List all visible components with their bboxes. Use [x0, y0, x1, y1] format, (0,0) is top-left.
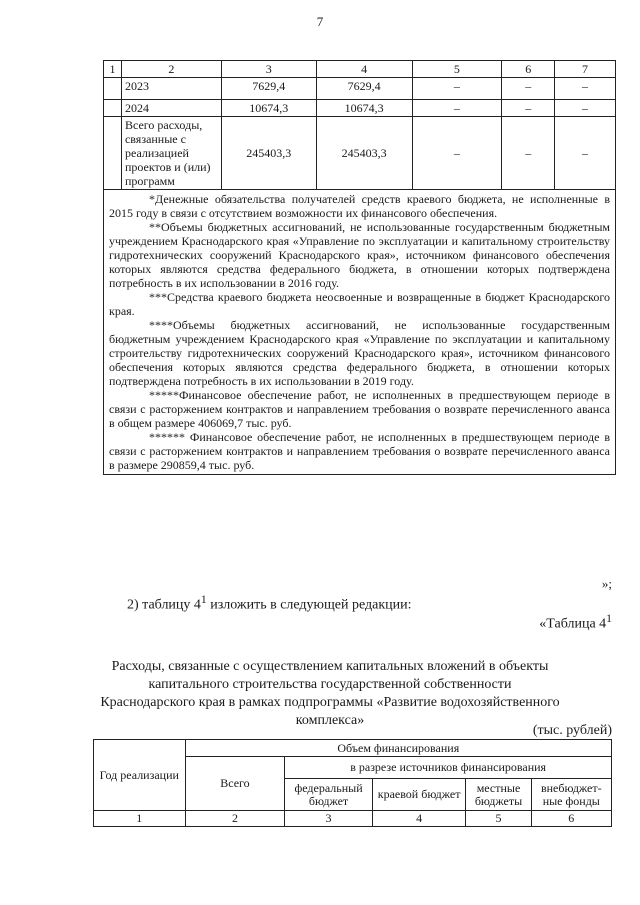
- footnote-6: ****** Финансовое обеспечение работ, не исполненных в предшествующем периоде в связи с расторжением контрактов и направлением требования о возврате перечисленного аванса в размере 290859,4 тыс. руб.: [109, 430, 610, 472]
- extrabudget-header: внебюджет-ные фонды: [531, 779, 611, 811]
- funding-table-continuation: [103, 60, 616, 475]
- year-cell: 2024: [121, 100, 221, 117]
- value-cell: –: [412, 117, 502, 190]
- regional-header: краевой бюджет: [372, 779, 466, 811]
- year-header: Год реализации: [94, 740, 186, 811]
- value-cell: –: [502, 78, 555, 100]
- value-cell: 245403,3: [221, 117, 316, 190]
- value-cell: –: [555, 78, 616, 100]
- value-cell: 7629,4: [221, 78, 316, 100]
- amendment-instruction: 2) таблицу $4^1$ изложить в следующей редакции:: [127, 593, 412, 613]
- page-number: 7: [316, 14, 324, 29]
- header-cell: 6: [502, 61, 555, 78]
- sources-header: в разрезе источников финансирования: [285, 757, 612, 779]
- funding-header: Объем финансирования: [185, 740, 611, 757]
- column-number: 1: [94, 811, 186, 827]
- column-number: 4: [372, 811, 466, 827]
- table-row: [104, 78, 616, 100]
- local-header: местные бюджеты: [466, 779, 531, 811]
- header-cell: 4: [316, 61, 412, 78]
- column-number-row: [94, 811, 612, 827]
- header-cell: 2: [121, 61, 221, 78]
- footnotes: [104, 190, 616, 475]
- column-number: 6: [531, 811, 611, 827]
- closing-quote: »;: [601, 576, 612, 591]
- value-cell: 245403,3: [316, 117, 412, 190]
- footnote-4: ****Объемы бюджетных ассигнований, не использованные государственным бюджетным учреждением Краснодарского края «Управление по эксплуатации и капитальному строительству гидротехнических сооружений Краснодарского края», источником финансового обеспечения которых являются средства федерального бюджета, в отношении которых подтверждена потребность в их использовании в 2019 году.: [109, 318, 610, 388]
- header-cell: 1: [104, 61, 122, 78]
- total-header: Всего: [185, 757, 285, 811]
- table-row: [104, 100, 616, 117]
- footnotes-row: [104, 190, 616, 475]
- header-cell: 7: [555, 61, 616, 78]
- column-number: 5: [466, 811, 531, 827]
- capital-investment-table: [93, 739, 612, 827]
- value-cell: 7629,4: [316, 78, 412, 100]
- total-row: [104, 117, 616, 190]
- table-header-row: [104, 61, 616, 78]
- value-cell: –: [555, 100, 616, 117]
- footnote-1: *Денежные обязательства получателей средств краевого бюджета, не исполненные в 2015 году в связи с отсутствием возможности их финансового обеспечения.: [109, 192, 610, 220]
- total-label: Всего расходы, связанные с реализацией проектов и (или) программ: [121, 117, 221, 190]
- value-cell: 10674,3: [316, 100, 412, 117]
- value-cell: –: [555, 117, 616, 190]
- header-cell: 3: [221, 61, 316, 78]
- header-cell: 5: [412, 61, 502, 78]
- column-number: 3: [285, 811, 373, 827]
- units-label: (тыс. рублей): [532, 723, 612, 738]
- footnote-2: **Объемы бюджетных ассигнований, не использованные государственным бюджетным учреждением Краснодарского края «Управление по эксплуатации и капитальному строительству гидротехнических сооружений Краснодарского края», источником финансового обеспечения которых являются средства федерального бюджета, в отношении которых подтверждена потребность в их использовании в 2016 году.: [109, 220, 610, 290]
- year-cell: 2023: [121, 78, 221, 100]
- footnote-5: *****Финансовое обеспечение работ, не исполненных в предшествующем периоде в связи с расторжением контрактов и направлением требования о возврате перечисленного аванса в общем размере 406069,7 тыс. руб.: [109, 388, 610, 430]
- value-cell: –: [502, 117, 555, 190]
- column-number: 2: [185, 811, 285, 827]
- value-cell: –: [502, 100, 555, 117]
- table-title: Расходы, связанные с осуществлением капитальных вложений в объекты капитального строительства государственной собственности Краснодарского края в рамках подпрограммы «Развитие водохозяйственного комплекса»: [100, 659, 560, 728]
- value-cell: 10674,3: [221, 100, 316, 117]
- value-cell: –: [412, 100, 502, 117]
- federal-header: федеральный бюджет: [285, 779, 373, 811]
- table-reference: «Таблица $4^1$: [539, 612, 612, 632]
- value-cell: –: [412, 78, 502, 100]
- footnote-3: ***Средства краевого бюджета неосвоенные и возвращенные в бюджет Краснодарского края.: [109, 290, 610, 318]
